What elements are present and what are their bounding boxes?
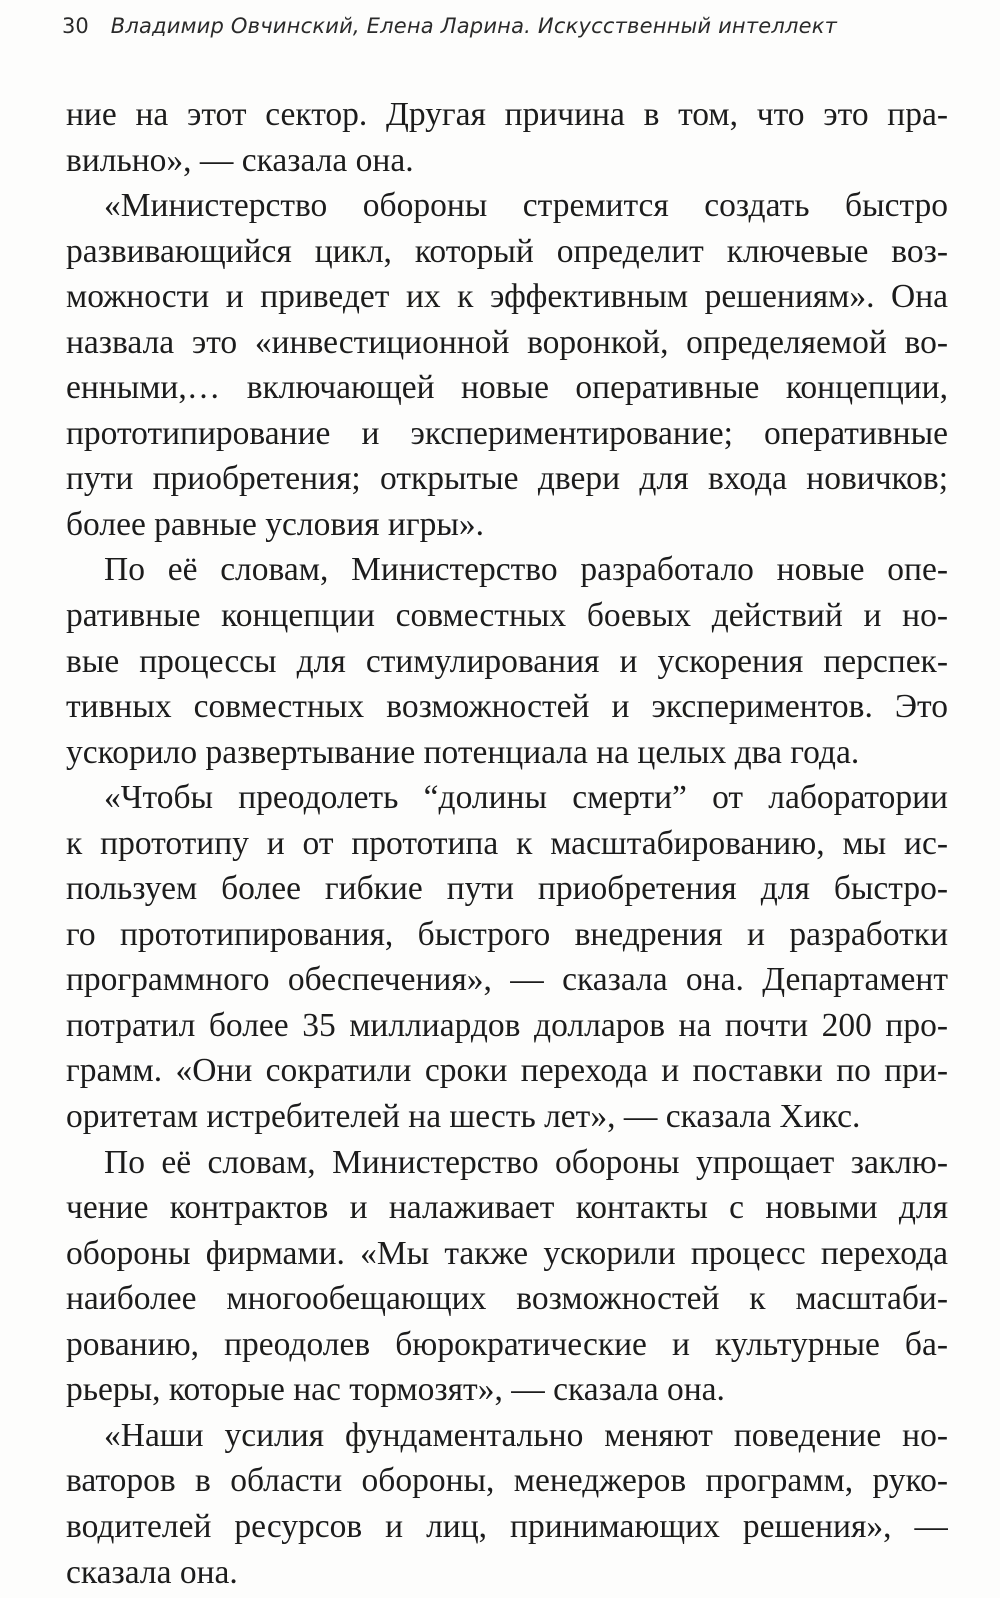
text-line: более равные условия игры». (66, 505, 484, 543)
text-line: ние на этот сектор. Другая причина в том, что это пра- (66, 96, 948, 133)
text-line: пути приобретения; открытые двери для входа новичков; (66, 460, 948, 498)
text-line: «Министерство обороны стремится создать быстро (104, 187, 948, 225)
text-line: прототипирование и экспериментирование; оперативные (66, 414, 948, 452)
text-line: енными,… включающей новые оперативные концепции, (66, 369, 948, 407)
text-line: оритетам истребителей на шесть лет», — сказала Хикс. (66, 1098, 861, 1136)
text-line: обороны фирмами. «Мы также ускорили процесс перехода (66, 1234, 948, 1272)
text-line: го прототипирования, быстрого внедрения и разработки (66, 915, 948, 953)
text-line: «Наши усилия фундаментально меняют поведение но- (104, 1416, 948, 1454)
body-text (66, 92, 948, 1595)
paragraph-6 (66, 1413, 948, 1595)
text-line: можности и приведет их к эффективным решениям». Она (66, 278, 948, 316)
text-line: программного обеспечения», — сказала она. Департамент (66, 961, 948, 999)
text-line: сказала она. (66, 1553, 238, 1591)
text-line: рьеры, которые нас тормозят», — сказала она. (66, 1371, 725, 1409)
text-line: назвала это «инвестиционной воронкой, определяемой во- (66, 323, 948, 361)
text-line: наиболее многообещающих возможностей к масштаби- (66, 1280, 948, 1318)
text-line: вильно», — сказала она. (66, 141, 414, 179)
text-line: грамм. «Они сократили сроки перехода и поставки по при- (66, 1052, 948, 1090)
text-line: развивающийся цикл, который определит ключевые воз- (66, 232, 948, 270)
text-line: ускорило развертывание потенциала на целых два года. (66, 733, 860, 771)
paragraph-3 (66, 547, 948, 775)
text-line: По её словам, Министерство разработало новые опе- (104, 551, 948, 589)
text-line: ваторов в области обороны, менеджеров программ, руко- (66, 1462, 948, 1500)
text-line: чение контрактов и налаживает контакты с новыми для (66, 1189, 948, 1227)
text-line: тивных совместных возможностей и экспериментов. Это (66, 688, 948, 726)
paragraph-4 (66, 775, 948, 1139)
paragraph-1 (66, 92, 948, 183)
running-header-title: Владимир Овчинский, Елена Ларина. Искусственный интеллект (110, 14, 838, 38)
text-line: к прототипу и от прототипа к масштабированию, мы ис- (66, 824, 948, 862)
text-line: По её словам, Министерство обороны упрощает заклю- (104, 1143, 948, 1181)
paragraph-5 (66, 1140, 948, 1413)
page-number: 30 (62, 14, 89, 38)
text-line: потратил более 35 миллиардов долларов на почти 200 про- (66, 1006, 948, 1044)
text-line: рованию, преодолев бюрократические и культурные ба- (66, 1325, 948, 1363)
text-line: водителей ресурсов и лиц, принимающих решения», — (66, 1507, 948, 1545)
paragraph-2 (66, 183, 948, 547)
text-line: пользуем более гибкие пути приобретения для быстро- (66, 870, 948, 908)
text-line: ративные концепции совместных боевых действий и но- (66, 597, 948, 635)
text-line: вые процессы для стимулирования и ускорения перспек- (66, 642, 948, 680)
running-header (62, 14, 942, 50)
text-line: «Чтобы преодолеть “долины смерти” от лаборатории (104, 779, 948, 817)
